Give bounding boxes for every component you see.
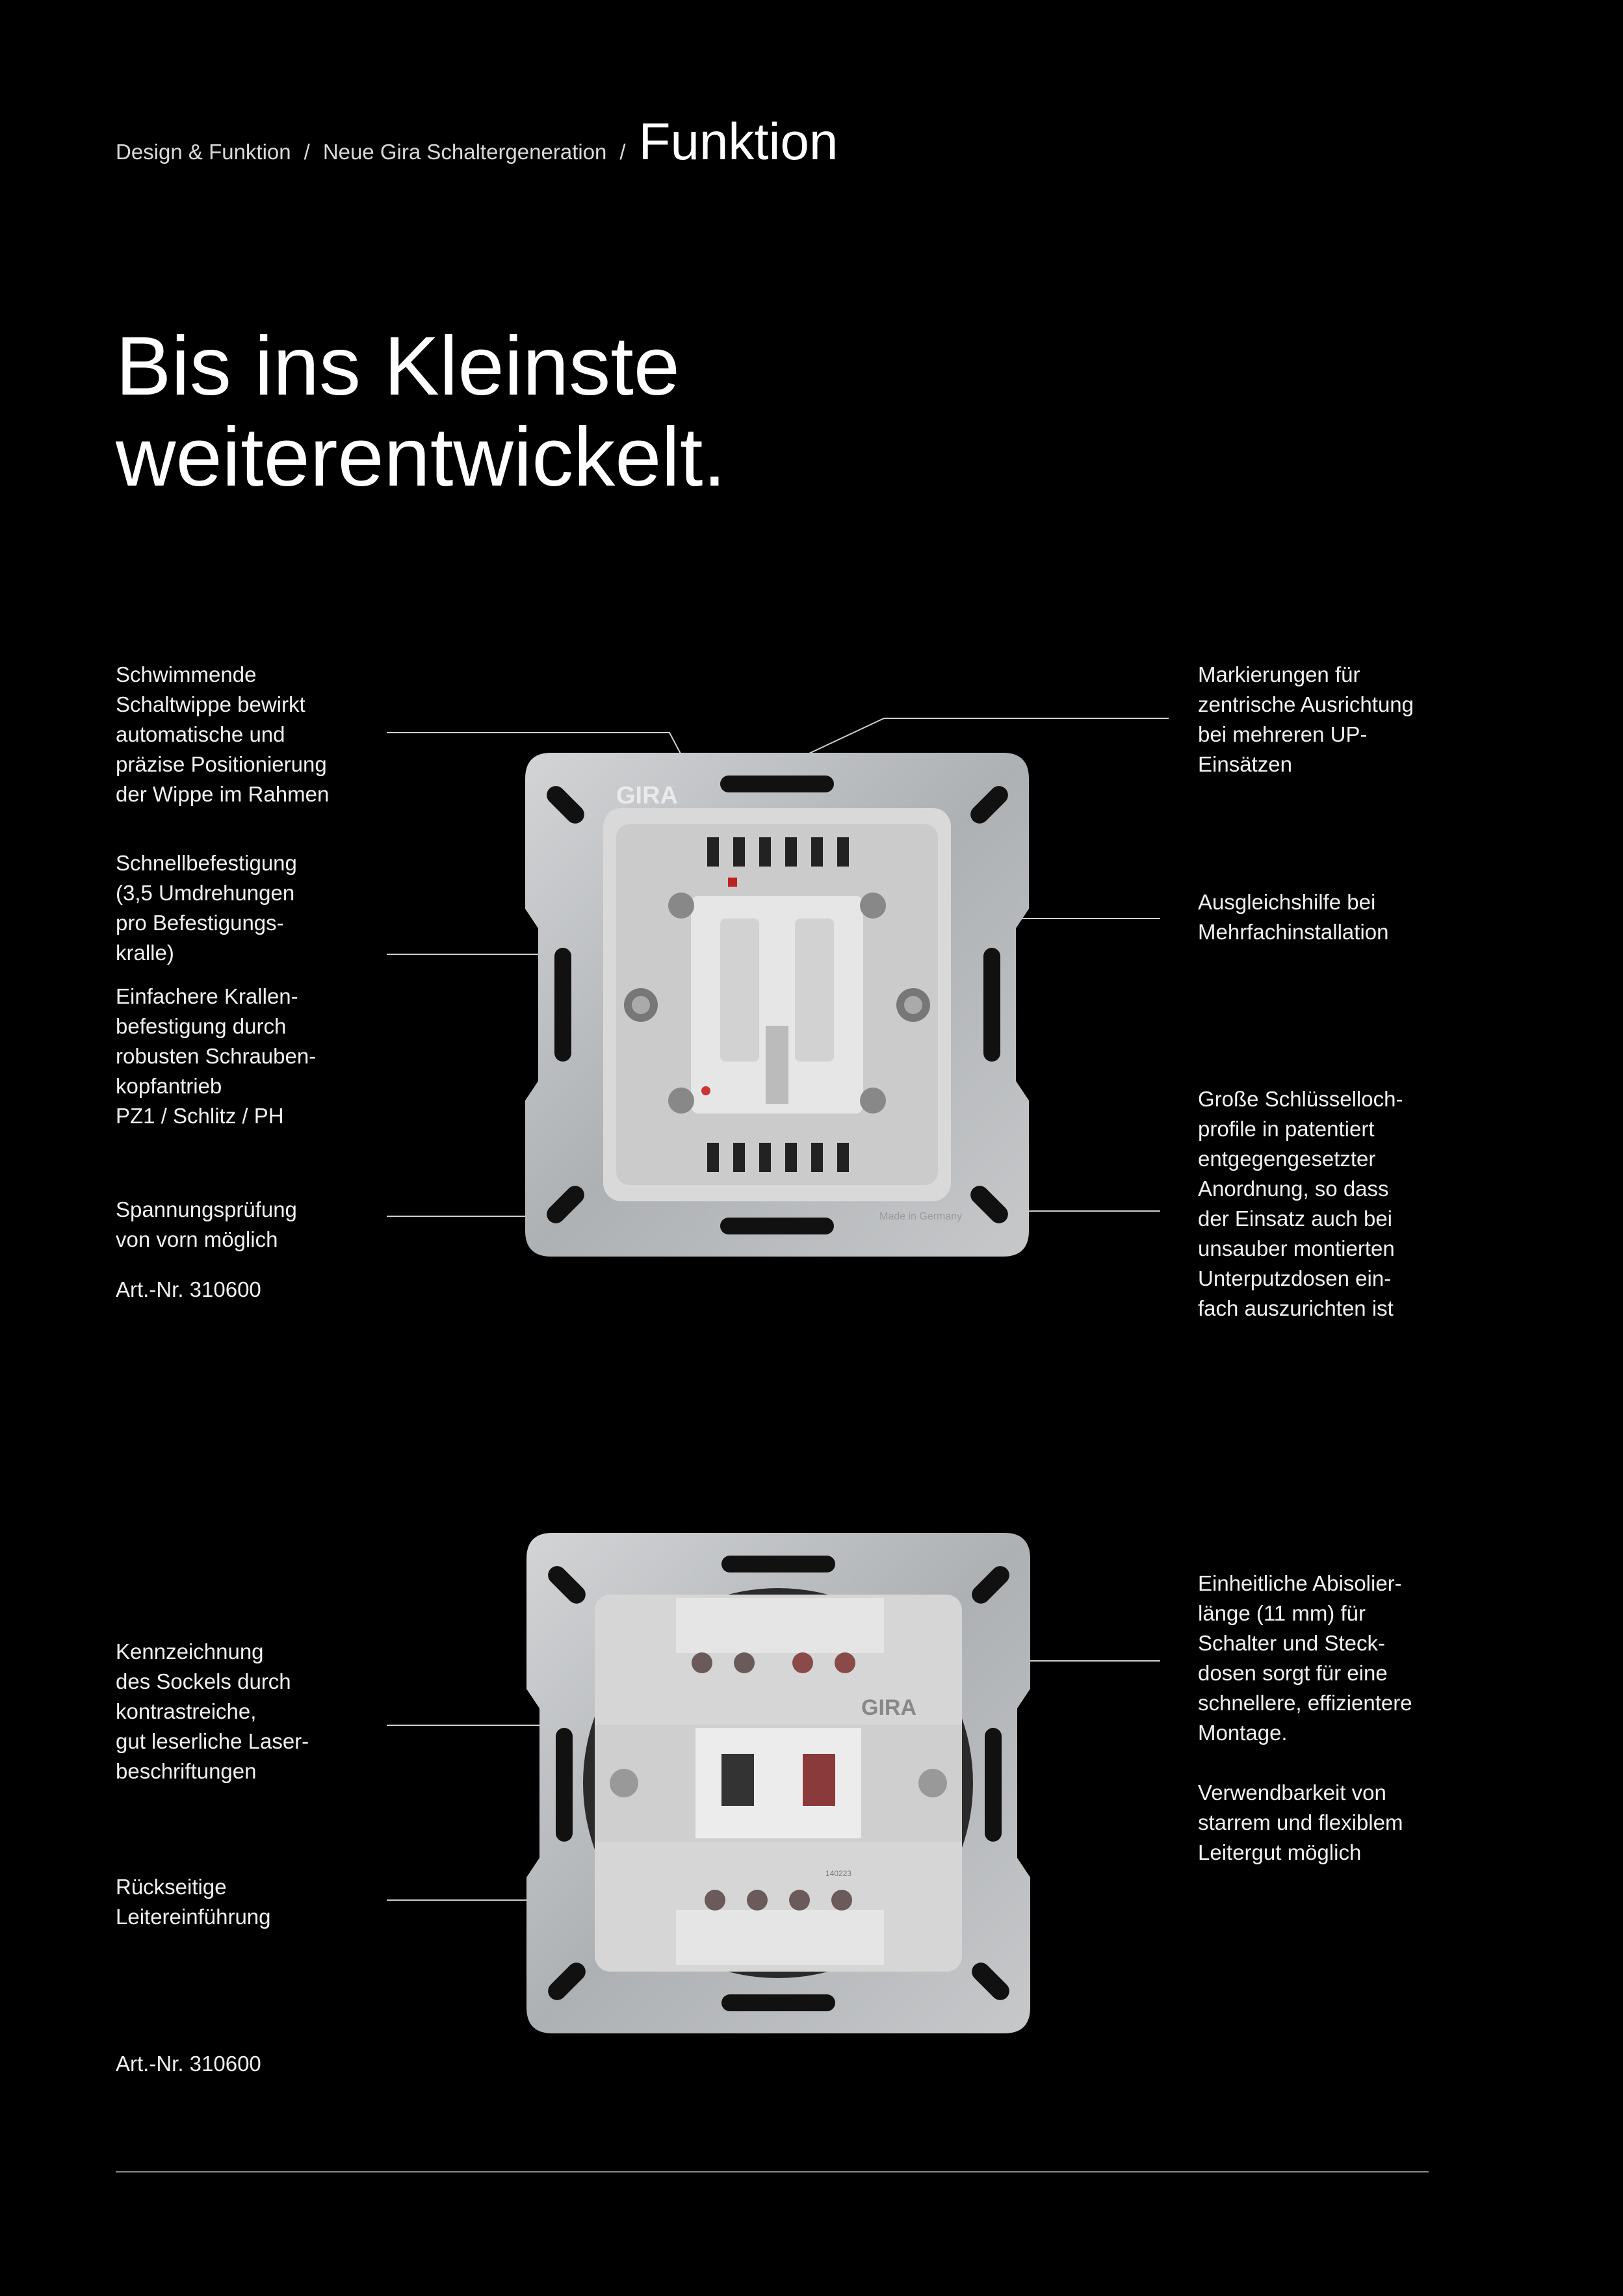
breadcrumb-separator: / — [619, 140, 626, 164]
breadcrumb-item-schaltergeneration[interactable]: Neue Gira Schaltergeneration — [322, 140, 607, 164]
breadcrumb-item-design-funktion[interactable]: Design & Funktion — [116, 140, 291, 164]
note-floating-rocker: Schwimmende Schaltwippe bewirkt automatische und präzise Positionierung der Wippe im Rahmen — [116, 662, 330, 806]
switch-insert-back-image — [526, 1533, 1030, 2033]
note-quick-fastening: Schnellbefestigung (3,5 Umdrehungen pro Befestigungs- kralle) — [116, 851, 297, 965]
part-number-stamp: 140223 — [825, 1869, 852, 1878]
note-screw-drive: Einfachere Krallen- befestigung durch robusten Schrauben- kopfantrieb PZ1 / Schlitz / PH — [116, 984, 317, 1128]
footer-divider — [116, 2171, 1429, 2172]
breadcrumb-current: Funktion — [638, 112, 838, 170]
brand-logo: GIRA — [616, 782, 678, 809]
headline-line-1: Bis ins Kleinste — [116, 320, 680, 413]
headline-line-2: weiterentwickelt. — [116, 411, 726, 504]
note-conductor-types: Verwendbarkeit von starrem und flexiblem Leitergut möglich — [1198, 1781, 1403, 1864]
note-keyhole-profiles: Große Schlüsselloch- profile in patentiert entgegengesetzter Anordnung, so dass der Einsatz auch bei unsauber montierten Unterputzdosen ein- fach auszurichten ist — [1198, 1087, 1403, 1320]
breadcrumb-separator: / — [304, 140, 310, 164]
note-rear-conductor-entry: Rückseitige Leitereinführung — [116, 1875, 271, 1929]
note-laser-marking: Kennzeichnung des Sockels durch kontrastreiche, gut leserliche Laser- beschriftungen — [116, 1639, 309, 1783]
switch-insert-front-image — [525, 753, 1029, 1257]
origin-stamp: Made in Germany — [879, 1211, 963, 1222]
note-voltage-test: Spannungsprüfung von vorn möglich — [116, 1197, 297, 1251]
article-number: Art.-Nr. 310600 — [116, 2052, 261, 2076]
note-alignment-marks: Markierungen für zentrische Ausrichtung bei mehreren UP- Einsätzen — [1198, 662, 1414, 776]
note-stripping-length: Einheitliche Abisolier- länge (11 mm) für Schalter und Steck- dosen sorgt für eine schnellere, effizientere Montage. — [1198, 1571, 1412, 1745]
note-compensation-aid: Ausgleichshilfe bei Mehrfachinstallation — [1198, 890, 1389, 944]
article-number: Art.-Nr. 310600 — [116, 1277, 261, 1301]
brand-logo: GIRA — [861, 1695, 916, 1720]
